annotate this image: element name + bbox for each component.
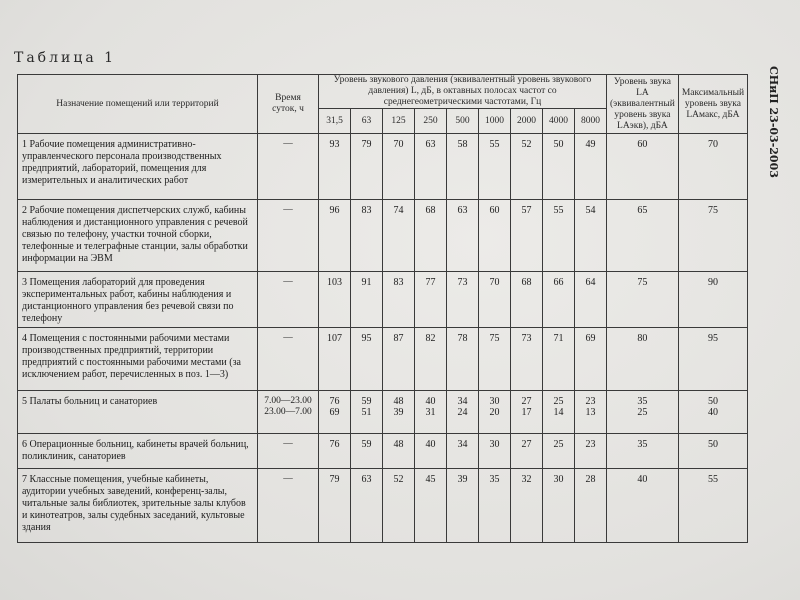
row-band-level (575, 134, 607, 200)
row-max-level-value: 55 (707, 474, 718, 485)
row-band-level (383, 434, 415, 469)
row-band-level (447, 328, 479, 391)
row-band-level-value: 77 (425, 277, 436, 288)
row-band-level (415, 328, 447, 391)
row-band-level (575, 434, 607, 469)
row-band-level-value: 59 (361, 439, 372, 450)
row-band-level-value: 35 (489, 474, 500, 485)
row-max-level-value: 70 (707, 139, 718, 150)
row-band-level (575, 391, 607, 434)
row-band-level-value: 107 (327, 333, 342, 344)
row-max-level-value: 50 (707, 439, 718, 450)
row-band-level-value: 95 (361, 333, 372, 344)
row-band-level-value: 79 (361, 139, 372, 150)
noise-norms-table (17, 74, 748, 543)
row-band-level (447, 434, 479, 469)
row-band-level-value: 103 (327, 277, 342, 288)
row-band-level-value: 63 (361, 474, 372, 485)
row-band-level-value: 40 (425, 439, 436, 450)
header-frequency: 63 (351, 109, 383, 134)
row-band-level-value: 60 (489, 205, 500, 216)
header-frequency: 31,5 (319, 109, 351, 134)
row-max-level (678, 328, 747, 391)
row-band-level (511, 391, 543, 434)
table-caption: Таблица 1 (14, 50, 117, 66)
row-sound-level-value: 60 (637, 139, 648, 150)
row-band-level-value: 51 (361, 407, 372, 418)
row-sound-level (607, 200, 679, 272)
header-time (258, 75, 319, 134)
row-band-level-value: 73 (521, 333, 532, 344)
row-band-level (383, 469, 415, 543)
row-purpose: 7 Классные помещения, учебные кабинеты, аудитории учебных заведений, конференц-залы, читальные залы библиотек, зрительные залы клубов и кинотеатров, залы судебных заседаний, культовые здания (18, 469, 258, 543)
header-frequency: 2000 (511, 109, 543, 134)
row-band-level-value: 73 (457, 277, 468, 288)
row-time-value: — (283, 439, 293, 449)
row-band-level (543, 134, 575, 200)
row-band-level (351, 272, 383, 328)
row-band-level-value: 69 (329, 407, 340, 418)
row-band-level-value: 55 (489, 139, 500, 150)
header-frequency: 250 (415, 109, 447, 134)
row-band-level (319, 200, 351, 272)
row-band-level-value: 32 (521, 474, 532, 485)
row-time-value: — (283, 139, 293, 149)
row-time (258, 391, 319, 434)
row-time (258, 434, 319, 469)
row-time (258, 134, 319, 200)
row-band-level-value: 87 (393, 333, 404, 344)
row-band-level (543, 391, 575, 434)
row-sound-level (607, 434, 679, 469)
row-band-level (447, 272, 479, 328)
row-max-level-value: 75 (707, 205, 718, 216)
table-row (18, 134, 748, 200)
row-band-level (511, 328, 543, 391)
row-band-level-value: 48 (393, 396, 404, 407)
row-band-level (383, 200, 415, 272)
row-band-level (351, 434, 383, 469)
row-band-level (479, 434, 511, 469)
row-band-level-value: 91 (361, 277, 372, 288)
row-band-level (511, 272, 543, 328)
table-row (18, 272, 748, 328)
row-time (258, 272, 319, 328)
row-band-level-value: 69 (585, 333, 596, 344)
row-sound-level (607, 272, 679, 328)
row-band-level-value: 52 (521, 139, 532, 150)
row-max-level (678, 134, 747, 200)
row-band-level-value: 52 (393, 474, 404, 485)
row-max-level (678, 391, 747, 434)
row-band-level-value: 45 (425, 474, 436, 485)
row-sound-level (607, 469, 679, 543)
row-purpose: 6 Операционные больниц, кабинеты врачей больниц, поликлиник, санаториев (18, 434, 258, 469)
row-band-level (479, 200, 511, 272)
row-sound-level-value: 65 (637, 205, 648, 216)
row-band-level (319, 434, 351, 469)
header-frequency: 125 (383, 109, 415, 134)
row-band-level (383, 134, 415, 200)
header-frequency: 500 (447, 109, 479, 134)
row-band-level-value: 25 (553, 439, 564, 450)
row-band-level-value: 70 (489, 277, 500, 288)
row-sound-level-value: 75 (637, 277, 648, 288)
header-frequency: 8000 (575, 109, 607, 134)
row-band-level-value: 64 (585, 277, 596, 288)
row-max-level-value: 50 (707, 396, 718, 407)
row-band-level (511, 434, 543, 469)
row-max-level (678, 200, 747, 272)
row-band-level (447, 134, 479, 200)
table-row (18, 434, 748, 469)
header-frequency: 1000 (479, 109, 511, 134)
row-band-level (479, 272, 511, 328)
row-time-value: — (283, 474, 293, 484)
row-band-level-value: 49 (585, 139, 596, 150)
row-band-level-value: 76 (329, 396, 340, 407)
row-purpose: 1 Рабочие помещения административно-управленческого персонала производственных предприятий, лабораторий, помещения для измерительных и аналитических работ (18, 134, 258, 200)
row-band-level-value: 70 (393, 139, 404, 150)
row-band-level-value: 78 (457, 333, 468, 344)
row-band-level (543, 434, 575, 469)
row-max-level (678, 272, 747, 328)
row-band-level (415, 200, 447, 272)
row-band-level-value: 54 (585, 205, 596, 216)
row-band-level-value: 23 (585, 396, 596, 407)
row-band-level-value: 14 (553, 407, 564, 418)
row-band-level (447, 469, 479, 543)
row-band-level-value: 34 (457, 439, 468, 450)
row-sound-level (607, 328, 679, 391)
row-band-level (415, 391, 447, 434)
header-time-label: Время суток, ч (272, 93, 304, 114)
row-band-level (479, 328, 511, 391)
row-band-level-value: 63 (425, 139, 436, 150)
row-band-level (383, 328, 415, 391)
row-max-level (678, 469, 747, 543)
row-time (258, 328, 319, 391)
row-band-level-value: 39 (457, 474, 468, 485)
header-purpose: Назначение помещений или территорий (18, 75, 258, 134)
row-band-level (543, 328, 575, 391)
row-band-level-value: 17 (521, 407, 532, 418)
row-band-level-value: 83 (393, 277, 404, 288)
row-sound-level-value: 40 (637, 474, 648, 485)
row-band-level (351, 200, 383, 272)
table-row (18, 469, 748, 543)
row-band-level-value: 31 (425, 407, 436, 418)
row-max-level-value: 95 (707, 333, 718, 344)
row-band-level-value: 30 (489, 439, 500, 450)
row-band-level-value: 79 (329, 474, 340, 485)
row-band-level (351, 134, 383, 200)
row-purpose: 4 Помещения с постоянными рабочими местами производственных предприятий, территории предприятий с постоянными рабочими местами (за исключением работ, перечисленных в поз. 1—3) (18, 328, 258, 391)
row-band-level-value: 34 (457, 396, 468, 407)
row-band-level (415, 469, 447, 543)
row-band-level (351, 328, 383, 391)
row-band-level-value: 75 (489, 333, 500, 344)
row-band-level (479, 391, 511, 434)
row-band-level-value: 63 (457, 205, 468, 216)
row-band-level-value: 30 (489, 396, 500, 407)
row-max-level-value: 90 (707, 277, 718, 288)
row-sound-level-value: 25 (637, 407, 648, 418)
row-band-level (543, 272, 575, 328)
row-band-level (447, 391, 479, 434)
row-time-value: 7.00—23.00 (264, 396, 312, 406)
row-band-level-value: 39 (393, 407, 404, 418)
row-band-level-value: 76 (329, 439, 340, 450)
row-band-level-value: 58 (457, 139, 468, 150)
row-band-level (479, 134, 511, 200)
header-frequency: 4000 (543, 109, 575, 134)
row-sound-level (607, 134, 679, 200)
row-band-level (511, 469, 543, 543)
row-purpose: 2 Рабочие помещения диспетчерских служб, кабины наблюдения и дистанционного управления с речевой связью по телефону, участки точной сборки, телефонные и телеграфные станции, залы обработки информации на ЭВМ (18, 200, 258, 272)
row-time (258, 469, 319, 543)
row-band-level (351, 391, 383, 434)
row-band-level (351, 469, 383, 543)
row-band-level-value: 40 (425, 396, 436, 407)
row-band-level (415, 134, 447, 200)
row-band-level-value: 68 (425, 205, 436, 216)
row-band-level-value: 20 (489, 407, 500, 418)
row-band-level-value: 68 (521, 277, 532, 288)
table-row (18, 328, 748, 391)
row-band-level (511, 200, 543, 272)
row-time-value: — (283, 205, 293, 215)
document-code: СНиП 23-03-2003 (767, 66, 780, 178)
row-band-level (319, 272, 351, 328)
row-band-level (383, 391, 415, 434)
row-time-value: — (283, 333, 293, 343)
row-band-level-value: 82 (425, 333, 436, 344)
row-band-level (415, 434, 447, 469)
row-sound-level (607, 391, 679, 434)
row-band-level-value: 27 (521, 396, 532, 407)
header-pressure-group: Уровень звукового давления (эквивалентный уровень звукового давления) L, дБ, в октавных полосах частот со среднегеометрическими частотами, Гц (319, 75, 607, 109)
row-band-level-value: 25 (553, 396, 564, 407)
row-band-level (575, 272, 607, 328)
row-band-level (415, 272, 447, 328)
header-max-level: Максимальный уровень звука LAмакс, дБА (678, 75, 747, 134)
row-time (258, 200, 319, 272)
row-sound-level-value: 80 (637, 333, 648, 344)
row-purpose: 5 Палаты больниц и санаториев (18, 391, 258, 434)
row-band-level (511, 134, 543, 200)
row-band-level (447, 200, 479, 272)
row-band-level-value: 13 (585, 407, 596, 418)
row-band-level-value: 28 (585, 474, 596, 485)
row-band-level (575, 469, 607, 543)
row-band-level (543, 469, 575, 543)
row-band-level-value: 55 (553, 205, 564, 216)
row-max-level (678, 434, 747, 469)
row-band-level (319, 134, 351, 200)
row-time-value: 23.00—7.00 (264, 407, 312, 417)
row-band-level-value: 27 (521, 439, 532, 450)
row-band-level (575, 200, 607, 272)
row-band-level-value: 59 (361, 396, 372, 407)
row-sound-level-value: 35 (637, 439, 648, 450)
row-band-level (479, 469, 511, 543)
row-max-level-value: 40 (707, 407, 718, 418)
row-band-level (543, 200, 575, 272)
row-band-level (319, 328, 351, 391)
row-band-level (383, 272, 415, 328)
row-band-level-value: 71 (553, 333, 564, 344)
header-sound-level: Уровень звука LA (эквивалентный уровень звука LAэкв), дБА (607, 75, 679, 134)
row-band-level (319, 469, 351, 543)
row-band-level-value: 74 (393, 205, 404, 216)
row-sound-level-value: 35 (637, 396, 648, 407)
table-row (18, 200, 748, 272)
row-band-level-value: 30 (553, 474, 564, 485)
row-band-level-value: 83 (361, 205, 372, 216)
row-band-level-value: 57 (521, 205, 532, 216)
row-band-level-value: 66 (553, 277, 564, 288)
row-band-level-value: 93 (329, 139, 340, 150)
row-band-level-value: 50 (553, 139, 564, 150)
row-band-level (319, 391, 351, 434)
row-band-level-value: 96 (329, 205, 340, 216)
row-time-value: — (283, 277, 293, 287)
row-band-level-value: 23 (585, 439, 596, 450)
table-row (18, 391, 748, 434)
row-band-level-value: 24 (457, 407, 468, 418)
row-band-level (575, 328, 607, 391)
row-purpose: 3 Помещения лабораторий для проведения экспериментальных работ, кабины наблюдения и дистанционного управления без речевой связи по телефону (18, 272, 258, 328)
table-body (18, 134, 748, 543)
row-band-level-value: 48 (393, 439, 404, 450)
